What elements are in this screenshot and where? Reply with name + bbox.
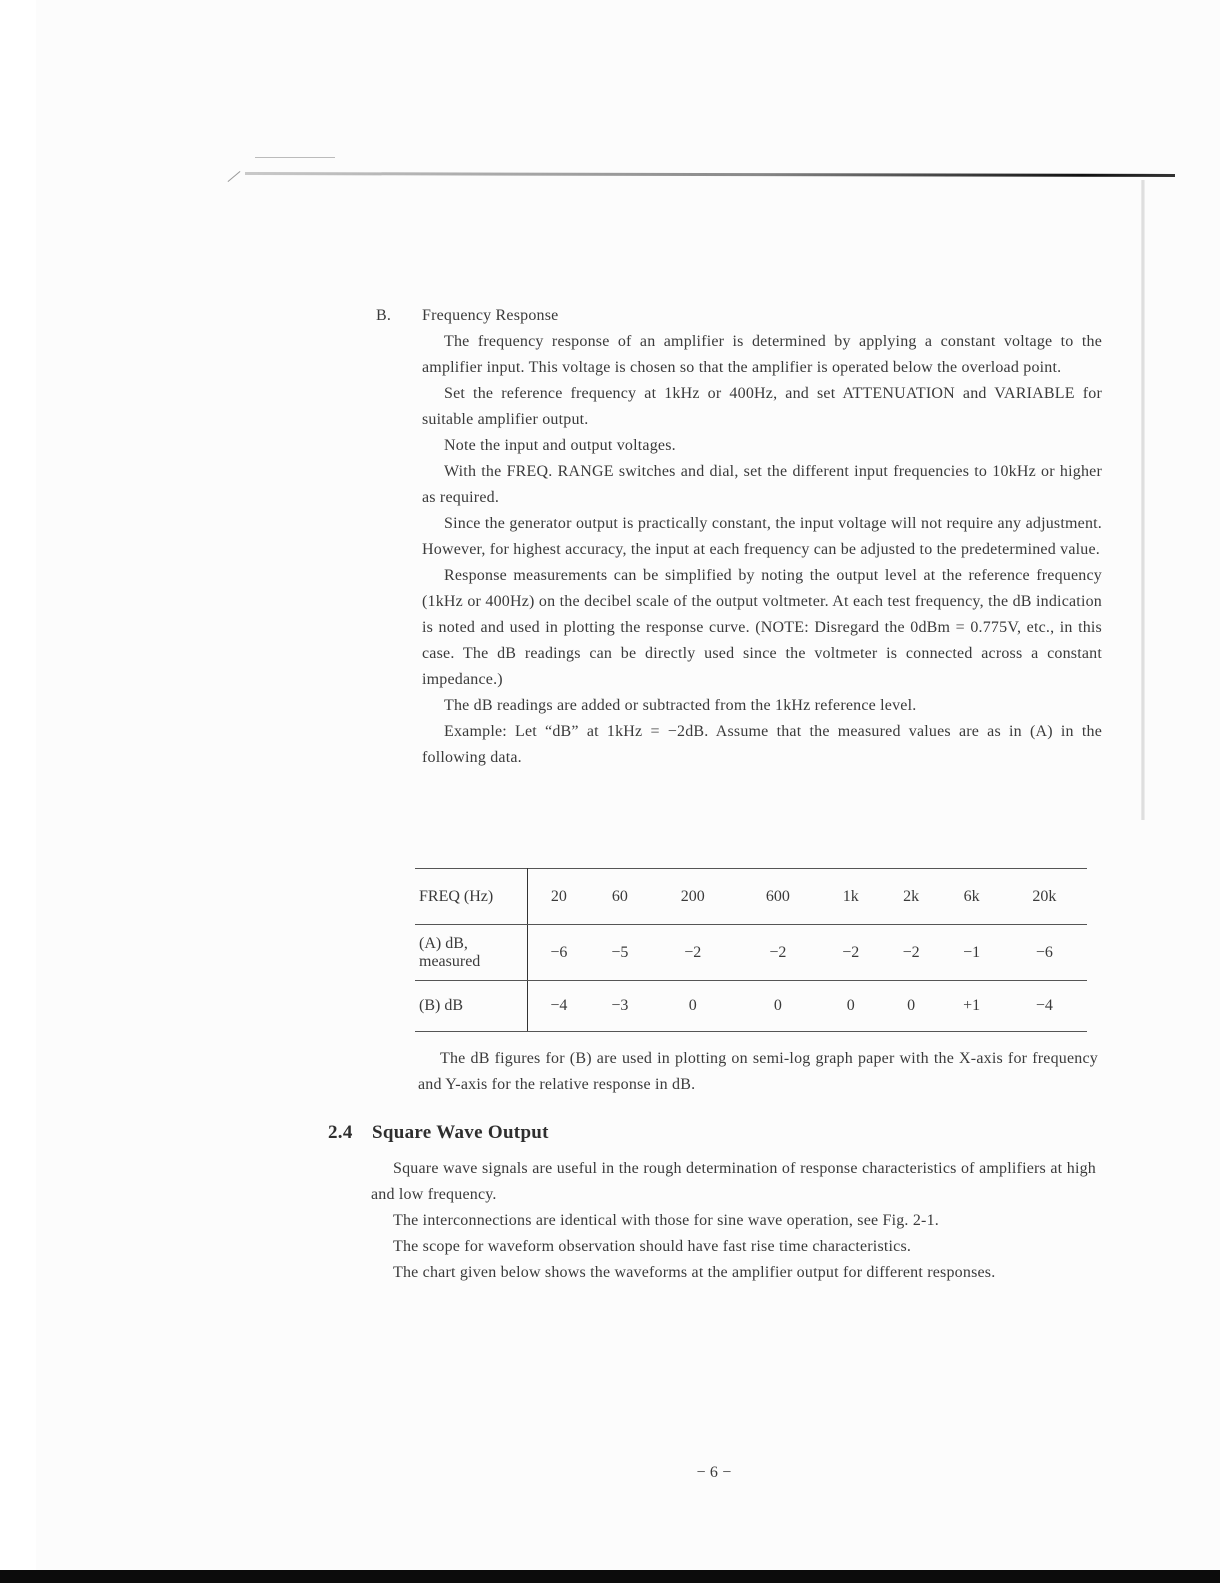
table-cell: −2 [820, 925, 880, 981]
table-cell: 1k [820, 869, 880, 925]
table-cell: −3 [590, 981, 650, 1032]
paragraph: The chart given below shows the waveforms at the amplifier output for different responses. [393, 1264, 996, 1281]
table-cell: 600 [735, 869, 820, 925]
section-title: Square Wave Output [372, 1122, 549, 1143]
section-body [422, 329, 1102, 771]
table-cell: −1 [941, 925, 1001, 981]
table-cell: −6 [1002, 925, 1087, 981]
paragraph: The frequency response of an amplifier is determined by applying a constant voltage to the amplifier input. This voltage is chosen so that the amplifier is operated below the overload point. [422, 333, 1102, 376]
table-cell: 0 [650, 981, 735, 1032]
table-row [415, 981, 1087, 1032]
table-cell: −2 [881, 925, 941, 981]
table-cell: −4 [1002, 981, 1087, 1032]
table-cell: 0 [881, 981, 941, 1032]
row-header: (B) dB [415, 981, 528, 1032]
table-row [415, 869, 1087, 925]
table-cell: −2 [735, 925, 820, 981]
table-cell: −4 [528, 981, 590, 1032]
table-cell: 20 [528, 869, 590, 925]
document-page [36, 0, 1220, 1570]
table-cell: 0 [735, 981, 820, 1032]
table-cell: 60 [590, 869, 650, 925]
paragraph: The dB readings are added or subtracted from the 1kHz reference level. [444, 697, 917, 714]
table-cell: +1 [941, 981, 1001, 1032]
paragraph: The dB figures for (B) are used in plotting on semi-log graph paper with the X-axis for frequency and Y-axis for the relative response in dB. [418, 1050, 1098, 1093]
paragraph: The interconnections are identical with those for sine wave operation, see Fig. 2-1. [393, 1212, 939, 1229]
table-cell: 200 [650, 869, 735, 925]
scan-bottom-edge [0, 1570, 1220, 1583]
scan-artifact-line [255, 157, 335, 158]
table-cell: 0 [820, 981, 880, 1032]
paragraph: With the FREQ. RANGE switches and dial, set the different input frequencies to 10kHz or higher as required. [422, 463, 1102, 506]
section-label: B. [376, 307, 392, 324]
scan-artifact-edge [1141, 180, 1145, 820]
table-cell: 2k [881, 869, 941, 925]
section-title: Frequency Response [422, 307, 559, 324]
table-cell: 6k [941, 869, 1001, 925]
paragraph: Set the reference frequency at 1kHz or 400Hz, and set ATTENUATION and VARIABLE for suitable amplifier output. [422, 385, 1102, 428]
table-cell: −5 [590, 925, 650, 981]
table-cell: −2 [650, 925, 735, 981]
row-header [415, 925, 528, 981]
table-note [418, 1046, 1098, 1098]
paragraph: Note the input and output voltages. [444, 437, 676, 454]
paragraph: The scope for waveform observation should have fast rise time characteristics. [393, 1238, 912, 1255]
section-heading [328, 1122, 549, 1144]
frequency-data-table [415, 868, 1087, 1032]
paragraph: Since the generator output is practically constant, the input voltage will not require any adjustment. However, for highest accuracy, the input at each frequency can be adjusted to the predetermined value. [422, 515, 1102, 558]
row-header-line: (A) dB, [419, 934, 468, 952]
page-number: − 6 − [696, 1464, 732, 1481]
paragraph: Example: Let “dB” at 1kHz = −2dB. Assume that the measured values are as in (A) in the following data. [422, 723, 1102, 766]
section-square-wave-body [371, 1156, 1096, 1286]
row-header-line: measured [419, 952, 481, 970]
row-header: FREQ (Hz) [415, 869, 528, 925]
table-cell: 20k [1002, 869, 1087, 925]
table-row [415, 925, 1087, 981]
paragraph: Response measurements can be simplified by noting the output level at the reference frequency (1kHz or 400Hz) on the decibel scale of the output voltmeter. At each test frequency, the dB indication is noted and used in plotting the response curve. (NOTE: Disregard the 0dBm = 0.775V, etc., in this case. The dB readings can be directly used since the voltmeter is connected across a constant impedance.) [422, 567, 1102, 688]
paragraph: Square wave signals are useful in the rough determination of response characteristics of amplifiers at high and low frequency. [371, 1160, 1096, 1203]
section-number: 2.4 [328, 1122, 353, 1143]
table-cell: −6 [528, 925, 590, 981]
